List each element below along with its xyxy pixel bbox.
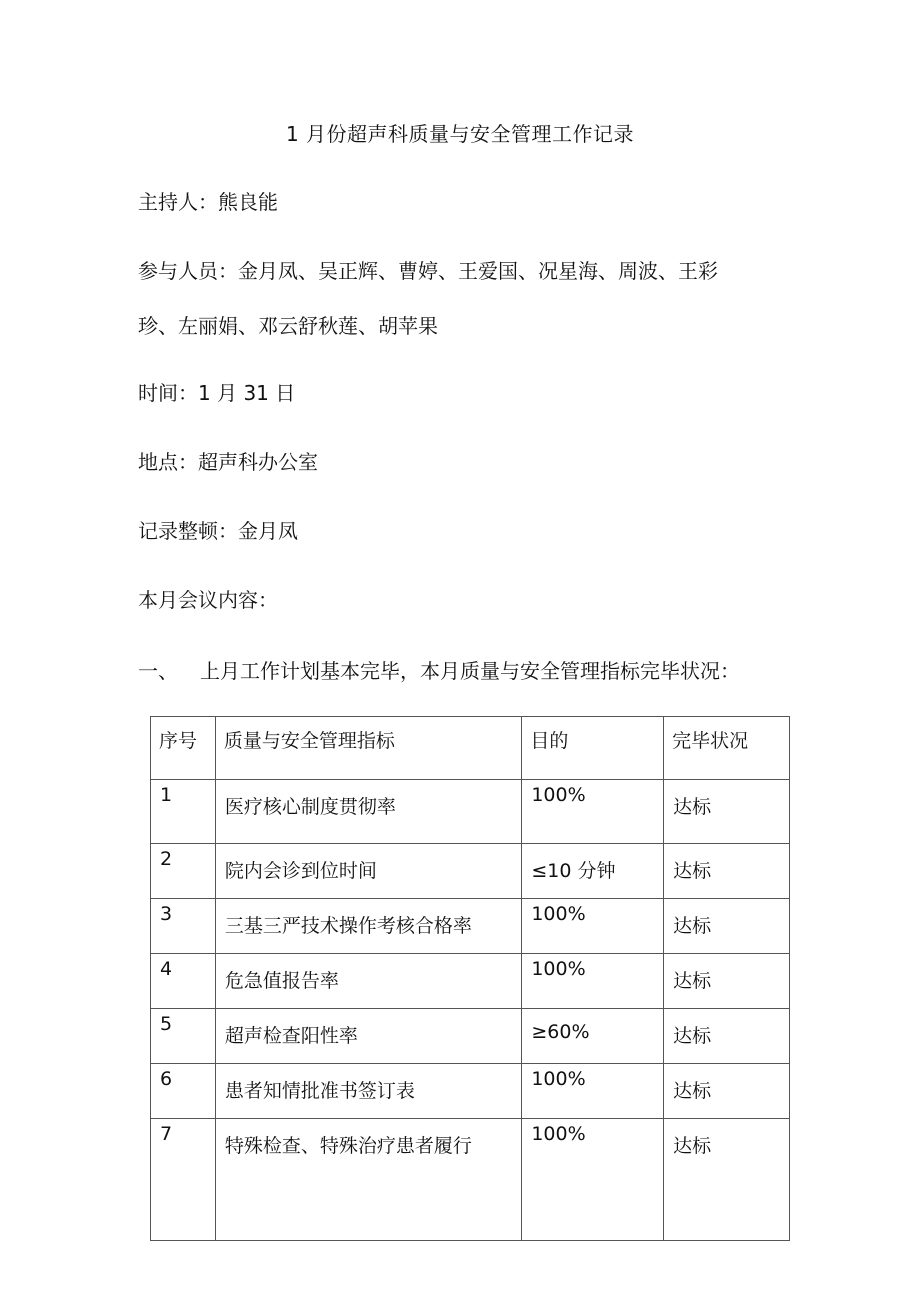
document-title: 1 月份超声科质量与安全管理工作记录 (285, 122, 635, 146)
cell-indicator (215, 1009, 521, 1064)
participants-line-2 (138, 310, 438, 339)
row-status: 达标 (673, 1025, 712, 1047)
header-cell-index (151, 717, 216, 780)
recorder-line (138, 515, 298, 544)
section-1-text: 上月工作计划基本完毕，本月质量与安全管理指标完毕状况： (200, 659, 740, 683)
row-indicator: 院内会诊到位时间 (224, 860, 377, 882)
cell-status (664, 954, 790, 1009)
time-value: 1 月 31 日 (198, 381, 296, 405)
header-target-label: 目的 (530, 730, 569, 752)
row-indicator: 医疗核心制度贯彻率 (224, 796, 396, 818)
location-label: 地点： (138, 450, 198, 474)
cell-target (522, 899, 664, 954)
table-row (151, 1064, 790, 1119)
time-label: 时间： (138, 381, 198, 405)
table-row (151, 780, 790, 844)
cell-target (522, 780, 664, 844)
row-status: 达标 (673, 1080, 712, 1102)
table-row (151, 844, 790, 899)
cell-target (522, 1119, 664, 1241)
participants-value-1: 金月凤、吴正辉、曹婷、王爱国、况星海、周波、王彩 (238, 259, 718, 283)
host-value: 熊良能 (218, 190, 278, 214)
section-1-heading (138, 655, 740, 684)
header-indicator-label: 质量与安全管理指标 (223, 730, 395, 752)
cell-indicator (215, 844, 521, 899)
header-index-label: 序号 (159, 730, 198, 752)
cell-indicator (215, 780, 521, 844)
cell-status (664, 1064, 790, 1119)
row-indicator: 危急值报告率 (224, 970, 339, 992)
cell-index (151, 899, 216, 954)
row-target: 100% (531, 1123, 586, 1145)
row-indicator: 三基三严技术操作考核合格率 (224, 915, 472, 937)
row-target: 100% (531, 903, 586, 925)
participants-value-2: 珍、左丽娟、邓云舒秋莲、胡苹果 (138, 314, 438, 338)
row-indicator: 患者知情批准书签订表 (224, 1080, 415, 1102)
cell-target (522, 844, 664, 899)
host-label: 主持人： (138, 190, 218, 214)
row-index: 7 (160, 1123, 173, 1145)
row-target: 100% (531, 784, 586, 806)
cell-index (151, 954, 216, 1009)
table-row (151, 954, 790, 1009)
cell-target (522, 1009, 664, 1064)
location-value: 超声科办公室 (198, 450, 318, 474)
header-cell-status (664, 717, 790, 780)
row-index: 6 (160, 1068, 173, 1090)
cell-index (151, 1064, 216, 1119)
cell-index (151, 844, 216, 899)
header-cell-target (522, 717, 664, 780)
row-index: 2 (160, 848, 173, 870)
cell-indicator (215, 1119, 521, 1241)
content-heading: 本月会议内容： (138, 588, 278, 612)
row-target: 100% (531, 958, 586, 980)
participants-label: 参与人员： (138, 259, 238, 283)
table-header-row (151, 717, 790, 780)
time-line (138, 377, 295, 406)
row-status: 达标 (673, 970, 712, 992)
row-index: 4 (160, 958, 173, 980)
quality-metrics-table (150, 716, 790, 1241)
location-line (138, 446, 318, 475)
cell-status (664, 1119, 790, 1241)
host-line (138, 186, 278, 215)
row-indicator: 超声检查阳性率 (224, 1025, 358, 1047)
table-row (151, 899, 790, 954)
cell-status (664, 1009, 790, 1064)
recorder-value: 金月凤 (238, 519, 298, 543)
cell-target (522, 1064, 664, 1119)
recorder-label: 记录整顿： (138, 519, 238, 543)
cell-indicator (215, 1064, 521, 1119)
cell-indicator (215, 954, 521, 1009)
section-1-number: 一、 (138, 659, 178, 683)
row-index: 1 (160, 784, 173, 806)
row-index: 5 (160, 1013, 173, 1035)
row-status: 达标 (673, 915, 712, 937)
row-status: 达标 (673, 1135, 712, 1157)
row-status: 达标 (673, 860, 712, 882)
row-target: ≤10 分钟 (531, 860, 616, 882)
row-target: 100% (531, 1068, 586, 1090)
cell-status (664, 899, 790, 954)
row-index: 3 (160, 903, 173, 925)
row-target: ≥60% (531, 1021, 590, 1043)
table-row (151, 1119, 790, 1241)
cell-status (664, 780, 790, 844)
cell-indicator (215, 899, 521, 954)
cell-index (151, 780, 216, 844)
cell-status (664, 844, 790, 899)
header-cell-indicator (215, 717, 521, 780)
row-indicator: 特殊检查、特殊治疗患者履行 (224, 1135, 472, 1157)
cell-target (522, 954, 664, 1009)
cell-index (151, 1009, 216, 1064)
participants-line-1 (138, 255, 718, 284)
row-status: 达标 (673, 796, 712, 818)
table-row (151, 1009, 790, 1064)
cell-index (151, 1119, 216, 1241)
header-status-label: 完毕状况 (672, 730, 749, 752)
